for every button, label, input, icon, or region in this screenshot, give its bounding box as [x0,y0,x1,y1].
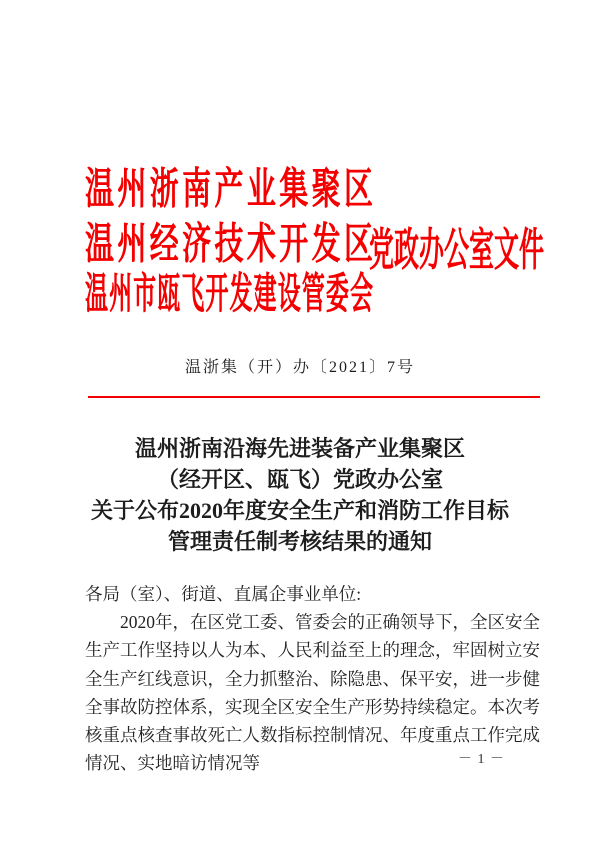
org-name-line-2: 温州经济技术开发区 [85,221,373,269]
page-number: － 1 － [458,752,505,767]
org-name-line-3: 温州市瓯飞开发建设管委会 [85,271,373,318]
document-number: 温浙集（开）办〔2021〕7号 [184,359,415,376]
red-separator-line [88,396,540,398]
title-line-1: 温州浙南沿海先进装备产业集聚区 [134,436,465,461]
doc-type-label: 党政办公室文件 [369,225,545,276]
title-line-2: （经开区、瓯飞）党政办公室 [156,467,443,492]
body-paragraph: 2020年，在区党工委、管委会的正确领导下，全区安全生产工作坚持以人为本、人民利益至上的理念，牢固树立安全生产红线意识，全力抓整治、除隐患、保平安，进一步健全事故防控体系，实现全区安全生产形势持续稳定。本次考核重点核查事故死亡人数指标控制情况、年度重点工作完成情况、实地暗访情况等 [85,612,540,774]
document-title [0,433,600,557]
title-line-3: 关于公布2020年度安全生产和消防工作目标 [90,498,509,523]
org-name-line-1: 温州浙南产业集聚区 [85,166,373,214]
salutation-line: 各局（室）、街道、直属企事业单位: [85,584,362,604]
title-line-4: 管理责任制考核结果的通知 [167,529,432,554]
